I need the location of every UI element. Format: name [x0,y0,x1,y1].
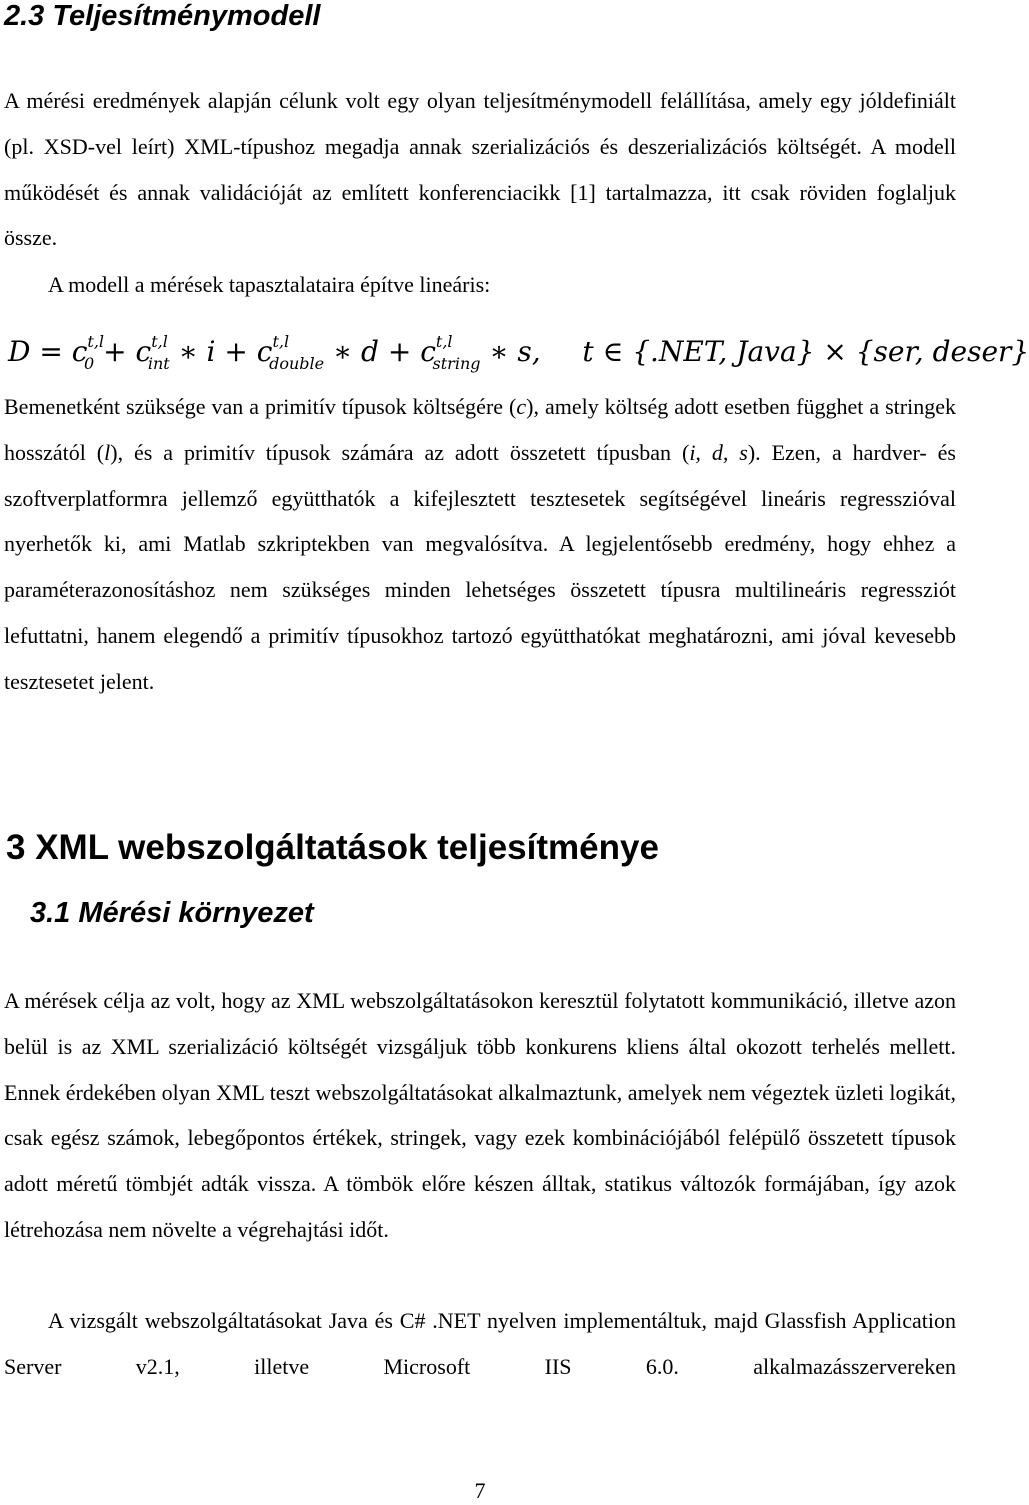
eq-plus-1: + [103,335,127,368]
eq-t-clause: t ∈ {.NET, Java} × {ser, deser} [582,335,1029,368]
eq-c-int: c [135,335,152,368]
inputs-var-l: l [104,439,111,465]
eq-sup-string: t,l [435,332,453,351]
inputs-text-b: ), amely költség adott esetben függhet a stringek hosszától ( [4,394,956,465]
paragraph-model-inputs [4,384,956,705]
inputs-var-c: c [516,394,527,419]
eq-times-3: ∗ [489,335,509,368]
eq-var-s: s, [517,335,541,368]
eq-c0: c [71,335,88,368]
paragraph-implementation [4,1298,956,1390]
inputs-text-a: Bemenetként szüksége van a primitív típusok költségére ( [4,394,517,419]
inputs-vars-ids: i, d, s [689,439,748,465]
eq-times-2: ∗ [333,335,353,368]
section-title-2-3: 2.3 Teljesítménymodell [4,0,321,32]
implementation-text: A vizsgált webszolgáltatásokat Java és C# .NET nyelven implementáltuk, majd Glassfish Application Server v2.1, illetve Microsoft IIS 6.0. alkalmazásszervereken [4,1308,956,1379]
eq-c-string: c [420,335,436,368]
chapter-title-3: 3 XML webszolgáltatások teljesítménye [6,828,659,867]
paragraph-measurement-goal: A mérések célja az volt, hogy az XML webszolgáltatásokon keresztül folytatott kommunikáció, illetve azon belül is az XML szerializáció költségét vizsgáljuk több konkurens kliens által okozott terhelés mellett. Ennek érdekében olyan XML teszt webszolgáltatásokat alkalmaztunk, amelyek nem végeztek üzleti logikát, csak egész számok, lebegőpontos értékek, stringek, vagy ezek kombinációjából felépülő összetett típusok adott méretű tömbjét adták vissza. A tömbök előre készen álltak, statikus változók formájában, így azok létrehozása nem növelte a végrehajtási időt. [4,988,956,1242]
eq-times-1: ∗ [178,335,198,368]
eq-sup-0: t,l [87,332,105,351]
model-linear-text: A modell a mérések tapasztalataira építve lineáris: [48,272,491,297]
eq-sub-double: double [269,354,325,373]
paragraph-model-linear [4,262,956,308]
eq-sup-double: t,l [272,332,290,351]
eq-var-d: d [360,335,379,368]
eq-plus-2: + [224,335,248,368]
eq-sub-string: string [432,354,481,373]
inputs-text-d: ), és a primitív típusok számára az adott összetett típusban ( [110,439,690,465]
eq-lhs: D = [8,335,63,368]
page-number: 7 [474,1478,486,1503]
eq-var-i: i [206,335,216,368]
eq-plus-3: + [387,335,412,368]
section-title-3-1: 3.1 Mérési környezet [30,897,314,929]
eq-sup-int: t,l [151,332,168,351]
eq-c-double: c [256,335,273,368]
eq-sub-0: 0 [84,354,95,373]
inputs-text-e: ). Ezen, a hardver- és szoftverplatformra jellemző együtthatók a kifejlesztett tesztesetek segítségével lineáris regresszióval nyerhetők ki, ami Matlab szkriptekben van megvalósítva. A legjelentősebb eredmény, hogy ehhez a paraméterazonosításhoz nem szükséges minden lehetséges összetett típusra multilineáris regressziót lefuttatni, hanem elegendő a primitív típusokhoz tartozó együtthatókat meghatározni, ami jóval kevesebb tesztesetet jelent. [4,439,956,694]
paragraph-model-intro: A mérési eredmények alapján célunk volt egy olyan teljesítménymodell felállítása, amely egy jóldefiniált (pl. XSD-vel leírt) XML-típushoz megadja annak szerializációs és deszerializációs költségét. A modell működését és annak validációját az említett konferenciacikk [1] tartalmazza, itt csak röviden foglaljuk össze. [4,88,956,251]
model-equation [8,312,1029,373]
eq-sub-int: int [147,354,170,373]
